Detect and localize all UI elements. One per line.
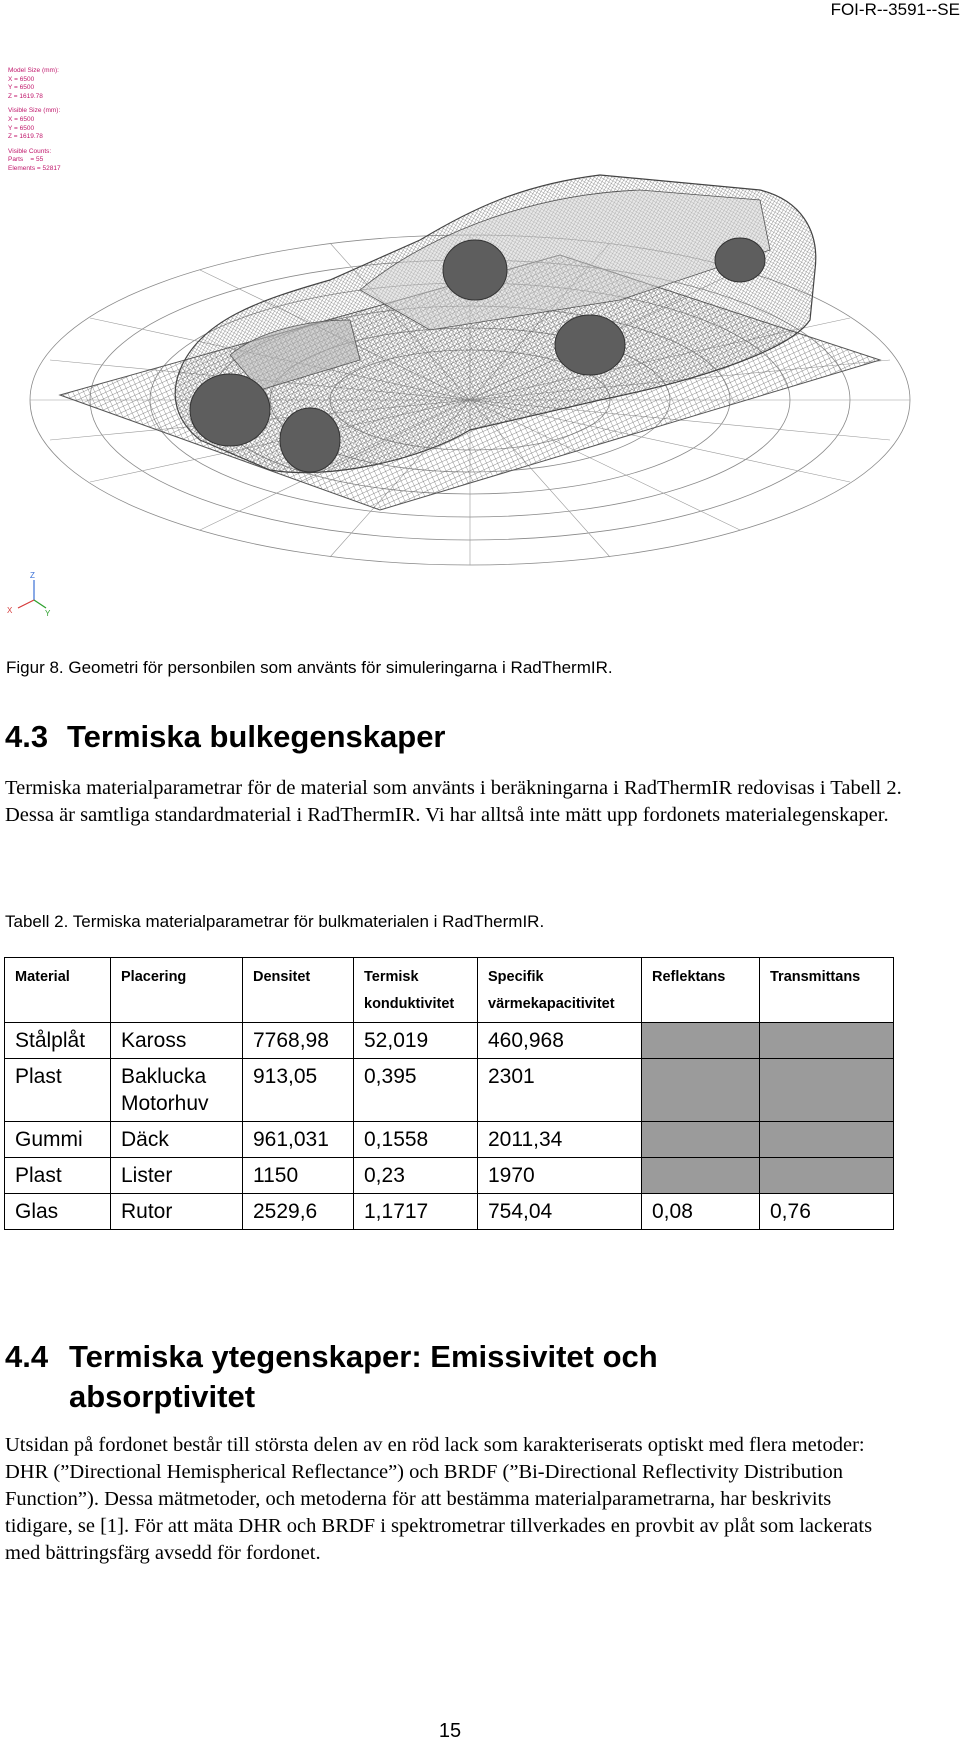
table-cell: Rutor — [111, 1194, 243, 1230]
table-cell: Plast — [5, 1059, 111, 1122]
table-cell: 1,1717 — [354, 1194, 478, 1230]
table-cell: 1150 — [243, 1158, 354, 1194]
info-line: X = 6500 — [8, 75, 35, 83]
info-line: Visible Counts: — [8, 147, 52, 155]
table-cell-shaded — [642, 1023, 760, 1059]
column-header: Termisk konduktivitet — [354, 958, 478, 1023]
column-header: Densitet — [243, 958, 354, 1023]
table-cell: Stålplåt — [5, 1023, 111, 1059]
section-title: Termiska ytegenskaper: Emissivitet och — [69, 1339, 658, 1374]
section-title: Termiska bulkegenskaper — [67, 719, 446, 754]
table-cell: 0,1558 — [354, 1122, 478, 1158]
table-cell: 52,019 — [354, 1023, 478, 1059]
table-cell: 7768,98 — [243, 1023, 354, 1059]
page-number: 15 — [438, 1720, 462, 1742]
table-cell: 1970 — [478, 1158, 642, 1194]
table-cell: Kaross — [111, 1023, 243, 1059]
column-header: Material — [5, 958, 111, 1023]
info-line: Parts = 55 — [8, 156, 44, 164]
table-header-row — [5, 958, 894, 1023]
axis-label-y: Y — [45, 609, 51, 618]
table-cell: 0,395 — [354, 1059, 478, 1122]
table-cell-shaded — [642, 1122, 760, 1158]
column-header: Placering — [111, 958, 243, 1023]
table-row — [5, 1122, 894, 1158]
table-cell: 0,08 — [642, 1194, 760, 1230]
column-header: Transmittans — [760, 958, 894, 1023]
table-caption: Tabell 2. Termiska materialparametrar för bulkmaterialen i RadThermIR. — [5, 912, 545, 931]
table-cell: 913,05 — [243, 1059, 354, 1122]
table-cell-shaded — [760, 1158, 894, 1194]
table-cell: Lister — [111, 1158, 243, 1194]
table-cell: Däck — [111, 1122, 243, 1158]
table-cell-shaded — [642, 1158, 760, 1194]
info-line: Model Size (mm): — [8, 67, 59, 74]
table-row — [5, 1158, 894, 1194]
info-line: Z = 1619.78 — [8, 133, 43, 141]
table-cell: 754,04 — [478, 1194, 642, 1230]
car-mesh-figure — [0, 60, 960, 630]
axis-label-x: X — [7, 606, 13, 615]
section-heading-4-3 — [5, 719, 446, 755]
table-cell-shaded — [760, 1122, 894, 1158]
info-line: Visible Size (mm): — [8, 107, 61, 115]
section-heading-4-4 — [5, 1337, 658, 1417]
table-cell: 0,23 — [354, 1158, 478, 1194]
section-number: 4.3 — [5, 719, 49, 754]
info-line: Z = 1619.78 — [8, 92, 43, 100]
info-line: Elements = 52817 — [8, 164, 61, 172]
table-cell-shaded — [760, 1059, 894, 1122]
table-cell: Glas — [5, 1194, 111, 1230]
table-cell: Gummi — [5, 1122, 111, 1158]
body-paragraph: Utsidan på fordonet består till största delen av en röd lack som karakteriserats optiskt med flera metoder: DHR (”Directional Hemispherical Reflectance”) och BRDF (”Bi-Directional Reflectivity Distribution Function”). Dessa mätmetoder, och metoderna för att bestämma materialparametrarna, har beskrivits tidigare, se [1]. För att mäta DHR och BRDF i spektrometrar tillverkades en provbit av plåt som lackerats med bättringsfärg avsedd för fordonet. — [5, 1434, 873, 1564]
table-cell: Plast — [5, 1158, 111, 1194]
table-cell: 0,76 — [760, 1194, 894, 1230]
material-table — [4, 957, 894, 1230]
table-cell: 961,031 — [243, 1122, 354, 1158]
table-cell: 460,968 — [478, 1023, 642, 1059]
column-header: Specifik värmekapacitivitet — [478, 958, 642, 1023]
table-row — [5, 1023, 894, 1059]
column-header: Reflektans — [642, 958, 760, 1023]
figure-caption: Figur 8. Geometri för personbilen som använts för simuleringarna i RadThermIR. — [6, 658, 613, 677]
section-title-continuation: absorptivitet — [69, 1379, 256, 1414]
table-cell-shaded — [760, 1023, 894, 1059]
body-paragraph: Termiska materialparametrar för de material som använts i beräkningarna i RadThermIR redovisas i Tabell 2. Dessa är samtliga standardmaterial i RadThermIR. Vi har alltså inte mätt upp fordonets materialegenskaper. — [5, 777, 902, 826]
info-line: X = 6500 — [8, 115, 35, 123]
table-cell: 2529,6 — [243, 1194, 354, 1230]
info-line: Y = 6500 — [8, 84, 35, 92]
table-row — [5, 1059, 894, 1122]
table-cell: 2301 — [478, 1059, 642, 1122]
table-cell: 2011,34 — [478, 1122, 642, 1158]
table-cell: Baklucka Motorhuv — [111, 1059, 243, 1122]
document-id: FOI-R--3591--SE — [830, 0, 960, 19]
info-line: Y = 6500 — [8, 124, 35, 132]
table-cell-shaded — [642, 1059, 760, 1122]
axis-triad — [18, 580, 46, 608]
section-number: 4.4 — [5, 1339, 49, 1374]
table-row — [5, 1194, 894, 1230]
axis-label-z: Z — [30, 571, 35, 580]
